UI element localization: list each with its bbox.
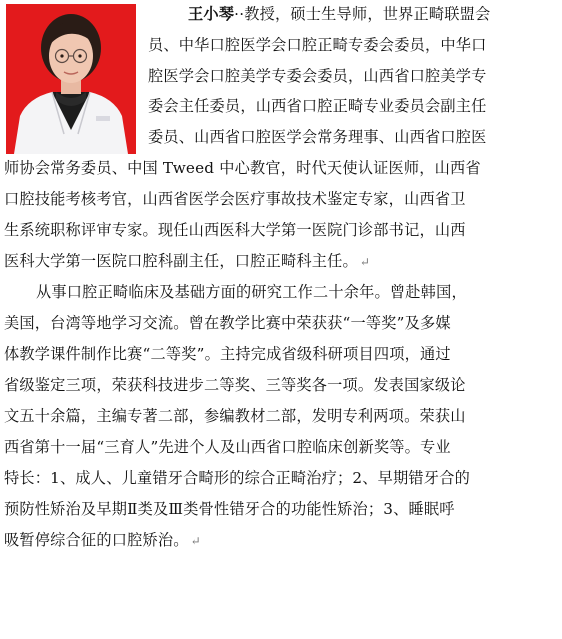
exp-line-9-text: 吸暂停综合征的口腔矫治。 xyxy=(4,531,189,549)
exp-line-7: 特长：1、成人、儿童错牙合畸形的综合正畸治疗；2、早期错牙合的 xyxy=(4,469,470,487)
portrait-photo xyxy=(6,4,136,154)
bio-line-4: 委会主任委员，山西省口腔正畸专业委员会副主任 xyxy=(148,97,487,115)
exp-line-6: 西省第十一届“三育人”先进个人及山西省口腔临床创新奖等。专业 xyxy=(4,438,451,456)
bio-first-line xyxy=(188,4,490,24)
person-name: 王小琴 xyxy=(188,5,235,23)
exp-line-8: 预防性矫治及早期Ⅱ类及Ⅲ类骨性错牙合的功能性矫治；3、睡眠呼 xyxy=(4,500,455,518)
bio-line-5: 委员、山西省口腔医学会常务理事、山西省口腔医 xyxy=(148,128,487,146)
exp-line-3: 体教学课件制作比赛“二等奖”。主持完成省级科研项目四项，通过 xyxy=(4,345,451,363)
exp-line-4: 省级鉴定三项，荣获科技进步二等奖、三等奖各一项。发表国家级论 xyxy=(4,376,466,394)
bio-line-9 xyxy=(4,251,370,272)
portrait-illustration xyxy=(6,4,136,154)
exp-line-2: 美国，台湾等地学习交流。曾在教学比赛中荣获获“一等奖”及多媒 xyxy=(4,314,451,332)
paragraph-mark: ↵ xyxy=(190,534,201,548)
bio-line-6: 师协会常务委员、中国 Tweed 中心教官，时代天使认证医师，山西省 xyxy=(4,159,481,177)
bio-line-2: 员、中华口腔医学会口腔正畸专委会委员，中华口 xyxy=(148,36,487,54)
exp-line-5: 文五十余篇，主编专著二部，参编教材二部，发明专利两项。荣获山 xyxy=(4,407,466,425)
bio-line-3: 腔医学会口腔美学专委会委员，山西省口腔美学专 xyxy=(148,67,487,85)
bio-line-8: 生系统职称评审专家。现任山西医科大学第一医院门诊部书记，山西 xyxy=(4,221,466,239)
exp-line-9 xyxy=(4,530,201,551)
exp-line-1: 从事口腔正畸临床及基础方面的研究工作二十余年。曾赴韩国， xyxy=(36,283,467,301)
bio-line-7: 口腔技能考核考官，山西省医学会医疗事故技术鉴定专家，山西省卫 xyxy=(4,190,466,208)
paragraph-mark: ↵ xyxy=(359,255,371,269)
bio-line-1-text: ··教授，硕士生导师，世界正畸联盟会 xyxy=(234,5,491,23)
bio-line-9-text: 医科大学第一医院口腔科副主任，口腔正畸科主任。 xyxy=(4,252,358,270)
